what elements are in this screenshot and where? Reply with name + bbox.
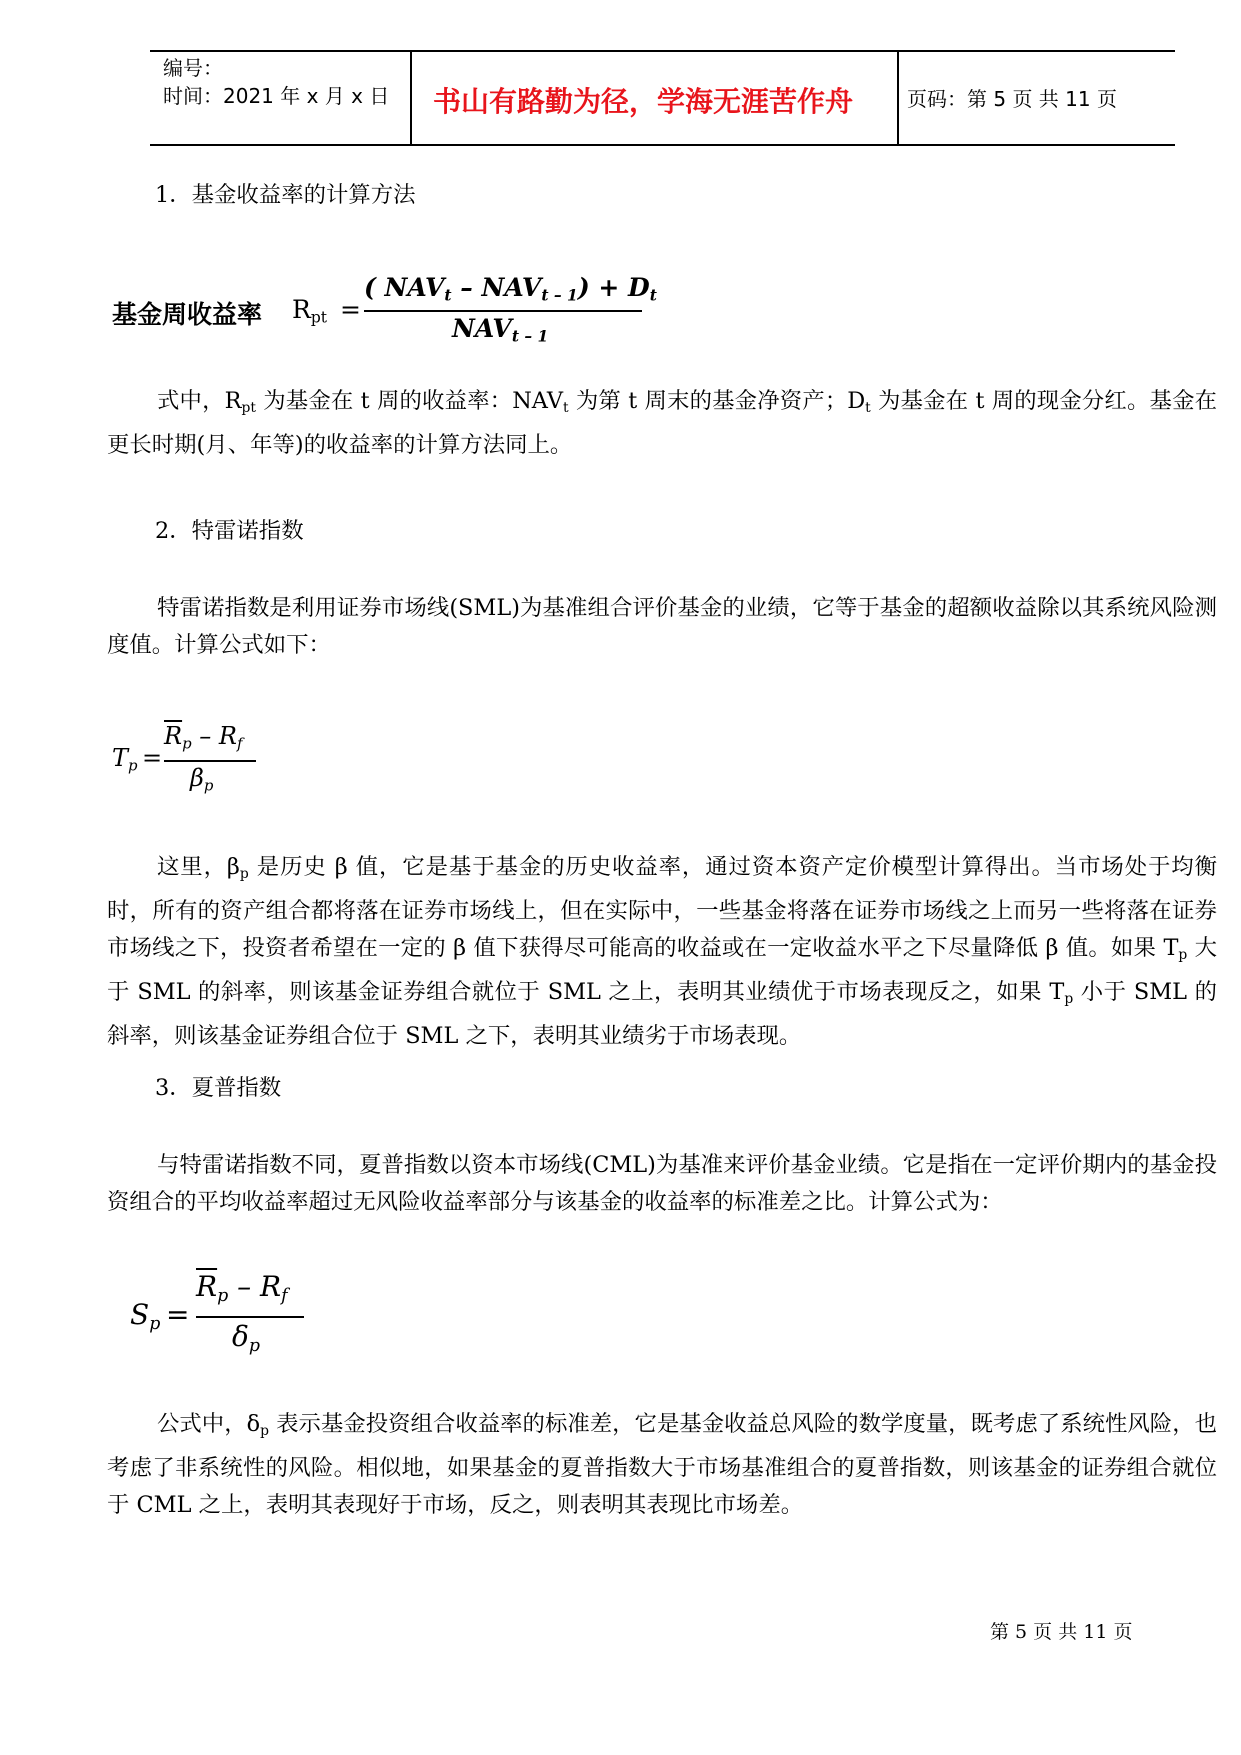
formula3-numerator: $\overline{R}_p - R_f$ <box>196 1270 288 1307</box>
section3-explanation: 公式中，$\delta_p$ 表示基金投资组合收益率的标准差，它是基金收益总风险的数学度量，既考虑了系统性风险，也考虑了非系统性的风险。相似地，如果基金的夏普指数大于市场基准组合的夏普指数，则该基金的证券组合就位于 CML 之上，表明其表现好于市场，反之，则表明其表现比市场差。 <box>107 1411 1217 1519</box>
formula1-numerator: ( $NAV_t - NAV_{t - 1}) + D_t$ <box>364 273 657 305</box>
header-page-label: 页码：第 5 页 共 11 页 <box>907 87 1117 111</box>
header-top-rule <box>150 50 1175 52</box>
header-time-label: 时间：2021 年 x 月 x 日 <box>163 84 390 108</box>
formula1-equals: = <box>340 295 361 324</box>
header-number-label: 编号： <box>163 56 223 80</box>
formula2-equals: = <box>142 744 163 772</box>
header-bottom-rule <box>150 144 1175 146</box>
formula2-numerator: $\overline{R}_p - R_f$ <box>164 722 243 753</box>
header-divider-right <box>897 51 899 144</box>
formula1-fraction-bar <box>364 310 642 312</box>
section2-explanation: 这里，$\beta_p$ 是历史 β 值，它是基于基金的历史收益率，通过资本资产定价模型计算得出。当市场处于均衡时，所有的资产组合都将落在证券市场线上，但在实际中，一些基金将落在证券市场线之上而另一些将落在证券市场线之下，投资者希望在一定的 β 值下获得尽可能高的收益或在一定收益水平之下尽量降低 β 值。如果 $T_p$ 大于 SML 的斜率，则该基金证券组合就位于 SML 之上，表明其业绩优于市场表现反之，如果 $T_p$ 小于 SML 的斜率，则该基金证券组合位于 SML 之下，表明其业绩劣于市场表现。 <box>107 854 1217 1050</box>
section1-heading: 1．基金收益率的计算方法 <box>155 182 416 208</box>
formula2-lhs: $T_p$ <box>112 744 138 775</box>
header-motto: 书山有路勤为径，学海无涯苦作舟 <box>433 85 854 118</box>
section1-explanation: 式中，$R_{pt}$ 为基金在 t 周的收益率：$NAV_t$ 为第 t 周末的基金净资产；$D_t$ 为基金在 t 周的现金分红。基金在更长时期(月、年等)的收益率的计算方法同上。 <box>107 388 1217 459</box>
formula-sharpe <box>130 1270 320 1360</box>
section2-intro: 特雷诺指数是利用证券市场线(SML)为基准组合评价基金的业绩，它等于基金的超额收益除以其系统风险测度值。计算公式如下： <box>107 595 1217 658</box>
header-divider-left <box>410 51 412 144</box>
formula2-denominator: $\beta_p$ <box>190 764 214 795</box>
formula2-fraction-bar <box>164 760 256 762</box>
formula3-equals: = <box>166 1298 190 1331</box>
formula3-lhs: $S_p$ <box>130 1298 161 1335</box>
section3-intro: 与特雷诺指数不同，夏普指数以资本市场线(CML)为基准来评价基金业绩。它是指在一定评价期内的基金投资组合的平均收益率超过无风险收益率部分与该基金的收益率的标准差之比。计算公式为： <box>107 1152 1217 1215</box>
formula1-denominator: $NAV_{t - 1}$ <box>452 314 549 346</box>
section2-heading: 2．特雷诺指数 <box>155 518 304 544</box>
formula3-denominator: $\delta_p$ <box>232 1320 260 1357</box>
formula1-lhs: $R_{pt}$ <box>292 295 327 327</box>
formula-treynor <box>112 722 272 797</box>
page-footer: 第 5 页 共 11 页 <box>990 1621 1133 1643</box>
section3-heading: 3．夏普指数 <box>155 1075 282 1101</box>
formula1-label: 基金周收益率 <box>112 300 263 329</box>
formula-fund-weekly-return <box>112 273 657 348</box>
formula3-fraction-bar <box>196 1316 304 1318</box>
